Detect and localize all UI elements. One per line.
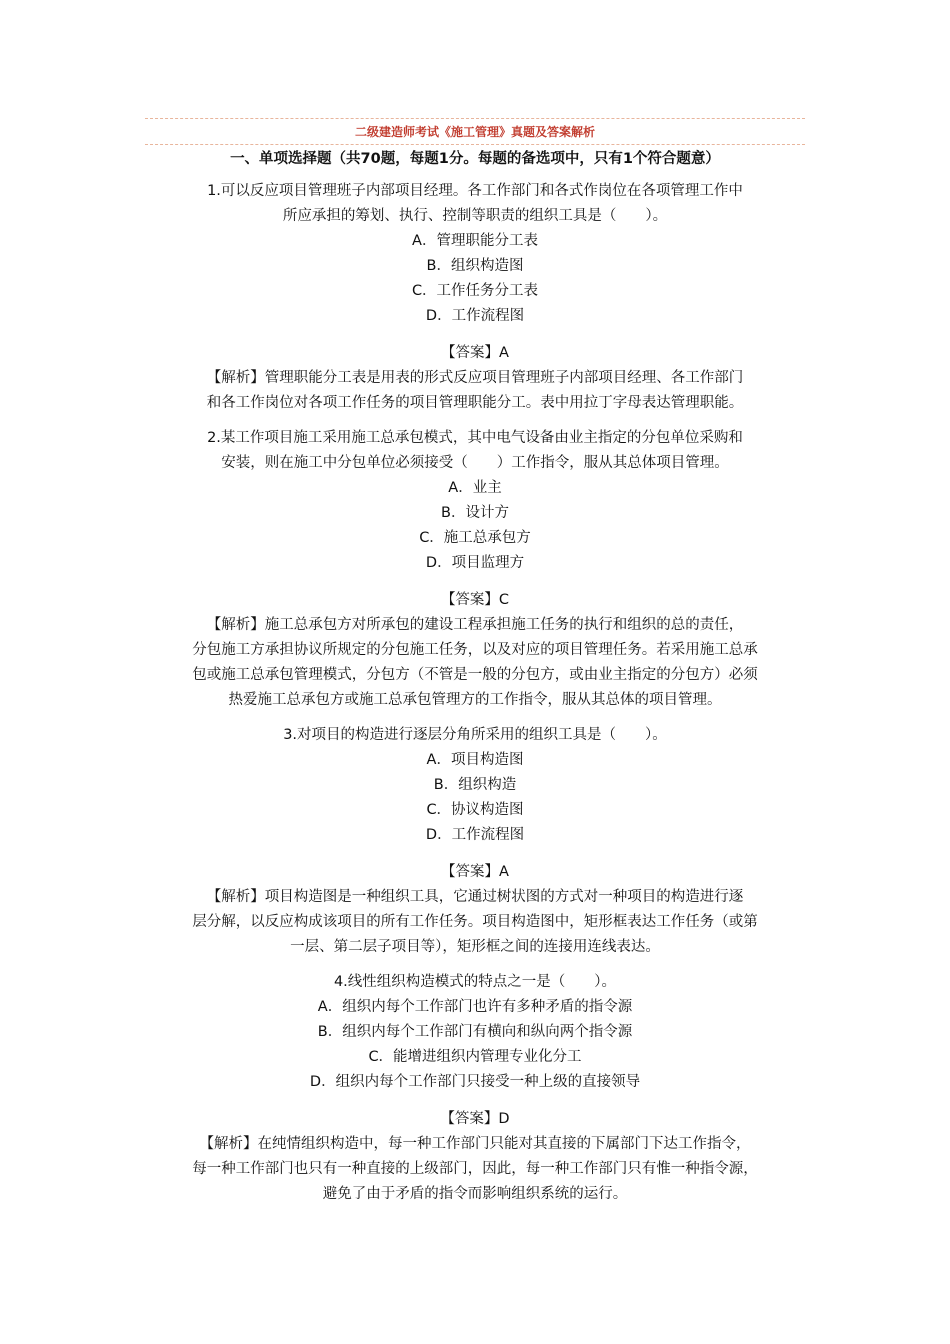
question-stem-line: 安装，则在施工中分包单位必须接受（ ）工作指令，服从其总体项目管理。 [221, 455, 729, 471]
analysis-line: 避免了由于矛盾的指令而影响组织系统的运行。 [322, 1186, 628, 1202]
question-4 [145, 970, 805, 1207]
question-1 [145, 179, 805, 416]
question-stem [145, 426, 805, 476]
question-3 [145, 723, 805, 960]
option-a: A．业主 [448, 480, 502, 496]
answer: 【答案】A [441, 345, 509, 361]
question-list [145, 179, 805, 1207]
analysis-line: 和各工作岗位对各项工作任务的项目管理职能分工。表中用拉丁字母表达管理职能。 [206, 395, 744, 411]
option-d: D．组织内每个工作部门只接受一种上级的直接领导 [309, 1074, 641, 1090]
analysis-line: 包或施工总承包管理模式，分包方（不管是一般的分包方，或由业主指定的分包方）必须 [192, 667, 758, 683]
analysis-line: 【解析】项目构造图是一种组织工具，它通过树状图的方式对一种项目的构造进行逐 [206, 889, 744, 905]
option-c: C．施工总承包方 [419, 530, 531, 546]
option-c: C．工作任务分工表 [411, 283, 539, 299]
option-list [145, 748, 805, 848]
answer: 【答案】D [440, 1111, 510, 1127]
option-b: B．组织内每个工作部门有横向和纵向两个指令源 [317, 1024, 633, 1040]
analysis [145, 366, 805, 416]
option-a: A．管理职能分工表 [412, 233, 538, 249]
option-a: A．项目构造图 [426, 752, 524, 768]
header-divider-bottom [145, 144, 805, 145]
analysis-line: 【解析】施工总承包方对所承包的建设工程承担施工任务的执行和组织的总的责任， [206, 617, 744, 633]
question-2 [145, 426, 805, 713]
option-b: B．组织构造图 [426, 258, 524, 274]
question-stem-line: 4.线性组织构造模式的特点之一是（ ）。 [333, 974, 617, 990]
option-c: C．协议构造图 [426, 802, 524, 818]
answer: 【答案】A [441, 864, 509, 880]
analysis [145, 885, 805, 960]
analysis-line: 【解析】管理职能分工表是用表的形式反应项目管理班子内部项目经理、各工作部门 [206, 370, 744, 386]
option-d: D．项目监理方 [425, 555, 525, 571]
option-a: A．组织内每个工作部门也许有多种矛盾的指令源 [317, 999, 633, 1015]
analysis [145, 1132, 805, 1207]
option-list [145, 229, 805, 329]
analysis-line: 每一种工作部门也只有一种直接的上级部门，因此，每一种工作部门只有惟一种指令源， [192, 1161, 758, 1177]
question-stem [145, 723, 805, 748]
analysis-line: 层分解，以反应构成该项目的所有工作任务。项目构造图中，矩形框表达工作任务（或第 [192, 914, 758, 930]
option-c: C．能增进组织内管理专业化分工 [368, 1049, 582, 1065]
answer: 【答案】C [440, 592, 510, 608]
analysis-line: 热爱施工总承包方或施工总承包管理方的工作指令，服从其总体的项目管理。 [228, 692, 722, 708]
question-stem-line: 3.对项目的构造进行逐层分角所采用的组织工具是（ ）。 [283, 727, 667, 743]
analysis-line: 分包施工方承担协议所规定的分包施工任务，以及对应的项目管理任务。若采用施工总承 [192, 642, 758, 658]
question-stem [145, 970, 805, 995]
section-heading: 一、单项选择题（共70题，每题1分。每题的备选项中，只有1个符合题意） [230, 151, 720, 167]
header-divider-top [145, 118, 805, 119]
document-title: 二级建造师考试《施工管理》真题及答案解析 [354, 125, 595, 139]
option-list [145, 476, 805, 576]
option-d: D．工作流程图 [425, 827, 525, 843]
option-d: D．工作流程图 [425, 308, 525, 324]
question-stem-line: 1.可以反应项目管理班子内部项目经理。各工作部门和各式作岗位在各项管理工作中 [207, 183, 743, 199]
analysis-line: 一层、第二层子项目等），矩形框之间的连接用连线表达。 [290, 939, 660, 955]
analysis [145, 613, 805, 713]
analysis-line: 【解析】在纯情组织构造中，每一种工作部门只能对其直接的下属部门下达工作指令， [199, 1136, 751, 1152]
question-stem-line: 2.某工作项目施工采用施工总承包模式，其中电气设备由业主指定的分包单位采购和 [207, 430, 743, 446]
question-stem [145, 179, 805, 229]
option-b: B．组织构造 [433, 777, 517, 793]
question-stem-line: 所应承担的筹划、执行、控制等职责的组织工具是（ ）。 [282, 208, 668, 224]
option-b: B．设计方 [441, 505, 509, 521]
option-list [145, 995, 805, 1095]
document-page [145, 118, 805, 1217]
